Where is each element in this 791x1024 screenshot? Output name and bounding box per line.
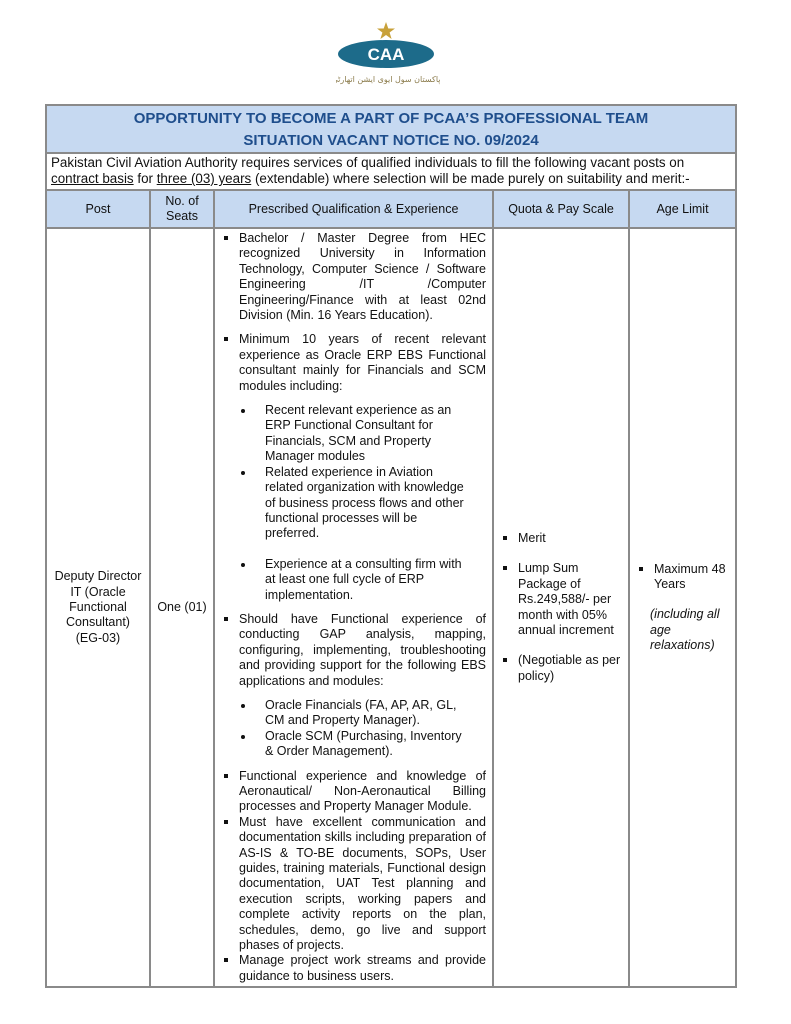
table-row	[47, 228, 735, 986]
quota-cell	[493, 228, 629, 986]
qualification-billing: Functional experience and knowledge of Aeronautical/ Non-Aeronautical Billing processes and Property Manager Module.	[221, 769, 486, 815]
vacancy-table	[47, 191, 735, 986]
svg-text:پاکستان سول ایوی ایشن اتھارٹی: پاکستان سول ایوی ایشن اتھارٹی	[336, 75, 440, 84]
notice-number: SITUATION VACANT NOTICE NO. 09/2024	[243, 132, 539, 149]
age-note: (including all age relaxations)	[650, 607, 720, 653]
experience-item: Related experience in Aviation related organization with knowledge of business process flows and other functional processes will be preferred.	[221, 465, 486, 542]
experience-item: Experience at a consulting firm with at least one full cycle of ERP implementation.	[221, 557, 486, 603]
qualification-manage: Manage project work streams and provide guidance to business users.	[221, 953, 486, 984]
qualification-functional: Should have Functional experience of conducting GAP analysis, mapping, configuring, implementing, troubleshooting and providing support for the following EBS applications and modules:	[221, 612, 486, 689]
contract-basis: contract basis	[51, 171, 134, 186]
header-age: Age Limit	[629, 191, 735, 228]
experience-item: Recent relevant experience as an ERP Functional Consultant for Financials, SCM and Property Manager modules	[221, 403, 486, 465]
intro-paragraph: Pakistan Civil Aviation Authority requires services of qualified individuals to fill the following vacant posts on contract basis for three (03) years (extendable) where selection will be made purely on suitability and merit:-	[47, 154, 735, 191]
notice-banner	[47, 106, 735, 154]
qualification-cell	[214, 228, 493, 986]
header-post: Post	[47, 191, 150, 228]
module-item: Oracle SCM (Purchasing, Inventory & Order Management).	[221, 729, 486, 760]
qualification-communication: Must have excellent communication and documentation skills including preparation of AS-IS & TO-BE documents, SOPs, User guides, training materials, Functional design documentation, UAT Test planning and execution scripts, working papers and complete activity reports on the plan, schedules, demo, go live and support phases of projects.	[221, 815, 486, 954]
contract-duration: three (03) years	[156, 171, 252, 186]
age-cell	[629, 228, 735, 986]
post-title: Deputy Director IT (Oracle Functional Consultant) (EG-03)	[47, 228, 150, 986]
age-limit: Maximum 48 Years	[636, 562, 731, 593]
header-qualification: Prescribed Qualification & Experience	[214, 191, 493, 228]
header-quota: Quota & Pay Scale	[493, 191, 629, 228]
vacancy-notice	[45, 104, 737, 988]
caa-logo	[336, 20, 440, 88]
qualification-education: Bachelor / Master Degree from HEC recognized University in Information Technology, Computer Science / Software Engineering /IT /Computer Engineering/Finance with at least 02nd Division (Min. 16 Years Education).	[221, 231, 486, 323]
quota-item: (Negotiable as per policy)	[500, 653, 624, 684]
table-header-row	[47, 191, 735, 228]
caa-logo-icon	[336, 20, 440, 88]
quota-item: Lump Sum Package of Rs.249,588/- per month with 05% annual increment	[500, 561, 624, 638]
module-item: Oracle Financials (FA, AP, AR, GL, CM and Property Manager).	[221, 698, 486, 729]
banner-title: OPPORTUNITY TO BECOME A PART OF PCAA’S PROFESSIONAL TEAM	[133, 110, 649, 127]
header-seats: No. of Seats	[150, 191, 214, 228]
seats-count: One (01)	[150, 228, 214, 986]
qualification-experience: Minimum 10 years of recent relevant experience as Oracle ERP EBS Functional consultant mainly for Financials and SCM modules including:	[221, 332, 486, 394]
svg-text:CAA: CAA	[367, 45, 405, 64]
quota-item: Merit	[500, 531, 624, 546]
